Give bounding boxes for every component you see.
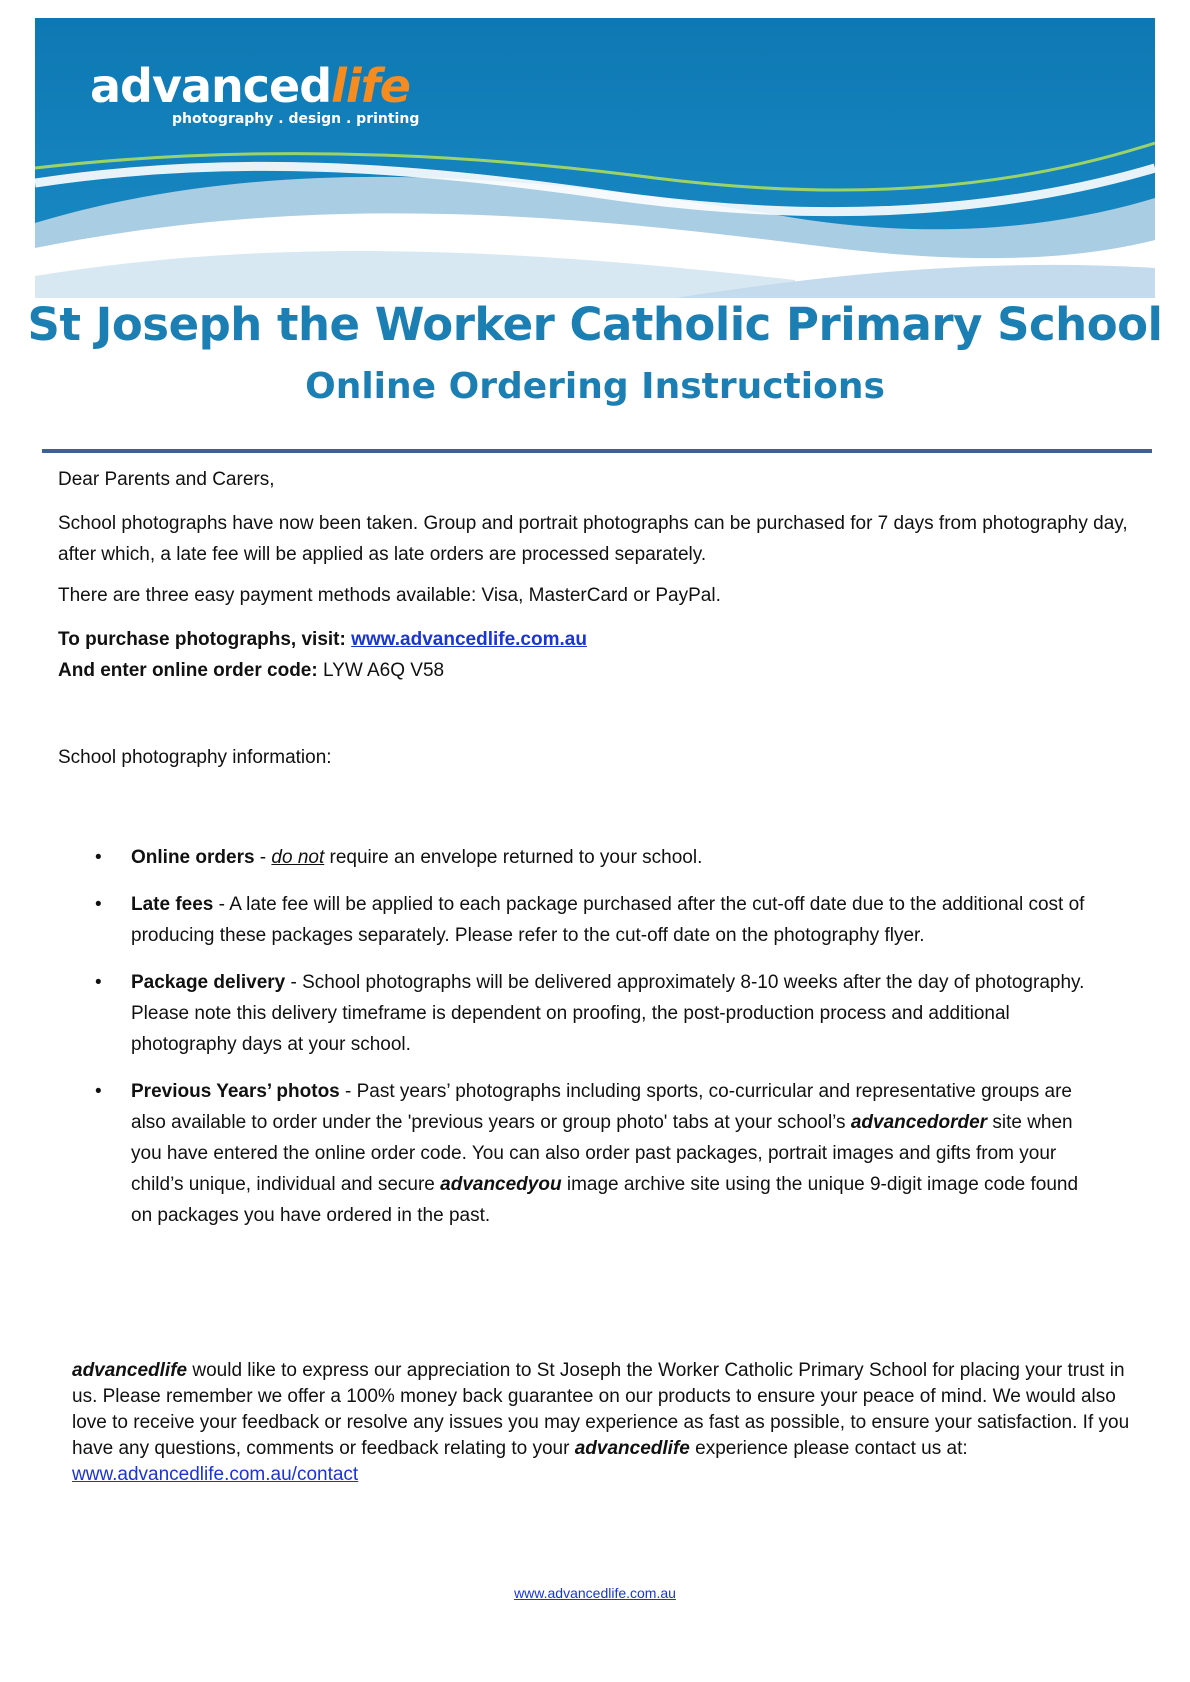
payment-paragraph: There are three easy payment methods available: Visa, MasterCard or PayPal. — [58, 585, 721, 606]
bullet-text: - A late fee will be applied to each package purchased after the cut-off date due to the additional cost of producing these packages separately. Please refer to the cut-off date on the photography flyer. — [131, 894, 1085, 946]
bullet-emphasis: do not — [271, 847, 325, 868]
purchase-line — [58, 624, 1128, 655]
divider — [42, 449, 1152, 453]
bullet-text: - School photographs will be delivered approximately 8-10 weeks after the day of photography. Please note this delivery timeframe is dependent on proofing, the post-production process and additional photography days at your school. — [131, 972, 1085, 1055]
page-title: St Joseph the Worker Catholic Primary School — [27, 298, 1163, 351]
closing-paragraph — [72, 1358, 1132, 1488]
footer — [0, 1585, 1190, 1601]
logo-accent-text: life — [331, 59, 410, 113]
bullet-text: site when you have entered the online order code. You can also order past packages, portrait images and gifts from your child’s unique, individual and secure — [131, 1112, 1073, 1195]
contact-link[interactable]: www.advancedlife.com.au/contact — [72, 1464, 359, 1485]
brand-name: advancedlife — [574, 1438, 690, 1459]
bullet-text: - Past years’ photographs including sports, co-curricular and representative groups are also available to order under the 'previous years or group photo' tabs at your school’s — [131, 1081, 1072, 1133]
bullet-separator: - — [254, 847, 272, 868]
bullet-icon: • — [95, 972, 102, 993]
bullet-title: Late fees — [131, 894, 214, 915]
page-subtitle: Online Ordering Instructions — [305, 366, 885, 407]
code-label: And enter online order code: — [58, 660, 318, 681]
bullet-emphasis: advancedyou — [440, 1174, 562, 1195]
bullet-emphasis: advancedorder — [850, 1112, 988, 1133]
footer-link[interactable]: www.advancedlife.com.au — [514, 1585, 676, 1601]
greeting: Dear Parents and Carers, — [58, 469, 275, 490]
bullet-icon: • — [95, 894, 102, 915]
order-code: LYW A6Q V58 — [322, 660, 445, 681]
advancedlife-logo — [90, 59, 420, 127]
list-item — [95, 1076, 1095, 1231]
bullet-text: require an envelope returned to your school. — [324, 847, 703, 868]
closing-text: experience please contact us at: — [689, 1438, 968, 1459]
header-banner — [35, 18, 1155, 298]
bullet-icon: • — [95, 847, 102, 868]
bullet-text: image archive site using the unique 9-digit image code found on packages you have ordered in the past. — [131, 1174, 1079, 1226]
logo-tagline: photography . design . printing — [172, 111, 420, 127]
bullet-title: Package delivery — [131, 972, 286, 993]
list-item — [95, 889, 1095, 951]
brand-name: advancedlife — [72, 1360, 188, 1381]
site-link[interactable]: www.advancedlife.com.au — [351, 629, 587, 650]
bullet-icon: • — [95, 1081, 102, 1102]
intro-paragraph: School photographs have now been taken. Group and portrait photographs can be purchased for 7 days from photography day, after which, a late fee will be applied as late orders are processed separately. — [58, 513, 1128, 565]
bullet-title: Online orders — [131, 847, 255, 868]
logo-main-text: advanced — [90, 59, 332, 113]
info-list — [95, 842, 1095, 1247]
info-heading: School photography information: — [58, 747, 332, 768]
closing-text: would like to express our appreciation to St Joseph the Worker Catholic Primary School for placing your trust in us. Please remember we offer a 100% money back guarantee on our products to ensure your peace of mind. We would also love to receive your feedback or resolve any issues you may experience as fast as possible, to ensure your satisfaction. If you have any questions, comments or feedback relating to your — [72, 1360, 1130, 1459]
list-item — [95, 842, 1095, 873]
list-item — [95, 967, 1095, 1060]
visit-label: To purchase photographs, visit: — [58, 629, 346, 650]
bullet-title: Previous Years’ photos — [131, 1081, 340, 1102]
order-code-line — [58, 655, 1128, 686]
